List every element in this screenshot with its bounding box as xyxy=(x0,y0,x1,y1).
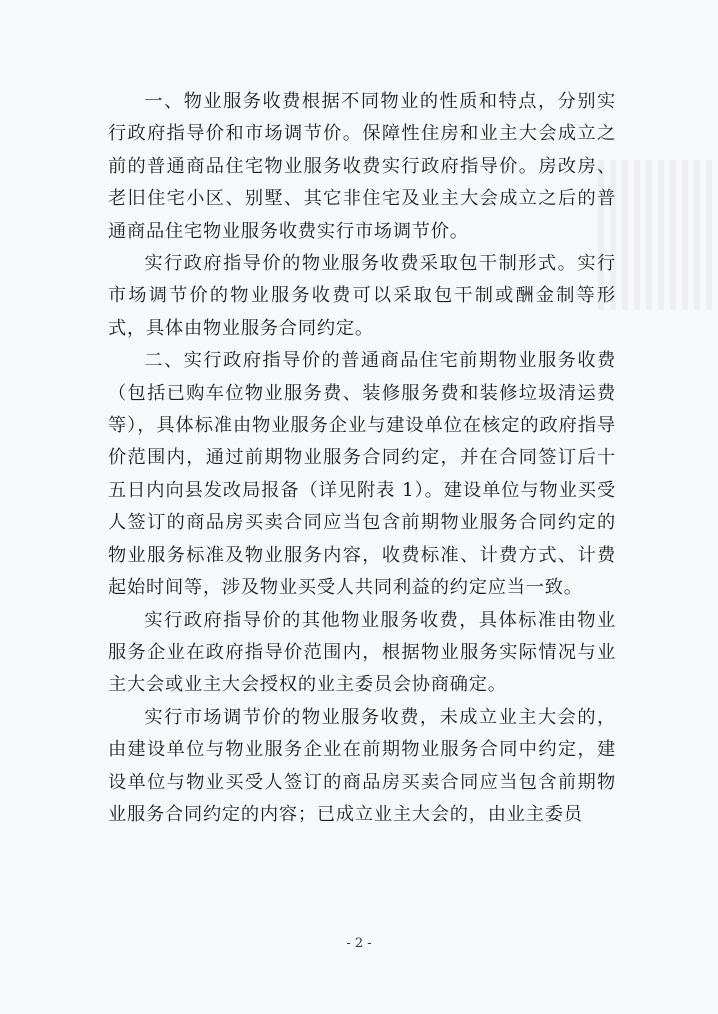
show-through-bleed xyxy=(598,160,718,310)
paragraph-2: 实行政府指导价的物业服务收费采取包干制形式。实行市场调节价的物业服务收费可以采取包干制或酬金制等形式，具体由物业服务合同约定。 xyxy=(108,253,616,339)
paragraph-3: 二、实行政府指导价的普通商品住宅前期物业服务收费（包括已购车位物业服务费、装修服务费和装修垃圾清运费等），具体标准由物业服务企业与建设单位在核定的政府指导价范围内，通过前期物业服务合同约定，并在合同签订后十五日内向县发改局报备（详见附表 1）。建设单位与物业买受人签订的商品房买卖合同应当包含前期物业服务合同约定的物业服务标准及物业服务内容，收费标准、计费方式、计费起始时间等，涉及物业买受人共同利益的约定应当一致。 xyxy=(108,350,616,599)
paragraph-1: 一、物业服务收费根据不同物业的性质和特点，分别实行政府指导价和市场调节价。保障性住房和业主大会成立之前的普通商品住宅物业服务收费实行政府指导价。房改房、老旧住宅小区、别墅、其它非住宅及业主大会成立之后的普通商品住宅物业服务收费实行市场调节价。 xyxy=(108,91,616,242)
page-number: - 2 - xyxy=(346,936,372,951)
paragraph-4: 实行政府指导价的其他物业服务收费，具体标准由物业服务企业在政府指导价范围内，根据物业服务实际情况与业主大会或业主大会授权的业主委员会协商确定。 xyxy=(108,609,616,696)
paragraph-5: 实行市场调节价的物业服务收费，未成立业主大会的，由建设单位与物业服务企业在前期物业服务合同中约定，建设单位与物业买受人签订的商品房买卖合同应当包含前期物业服务合同约定的内容；已成立业主大会的，由业主委员 xyxy=(108,706,616,825)
document-body xyxy=(108,86,616,831)
